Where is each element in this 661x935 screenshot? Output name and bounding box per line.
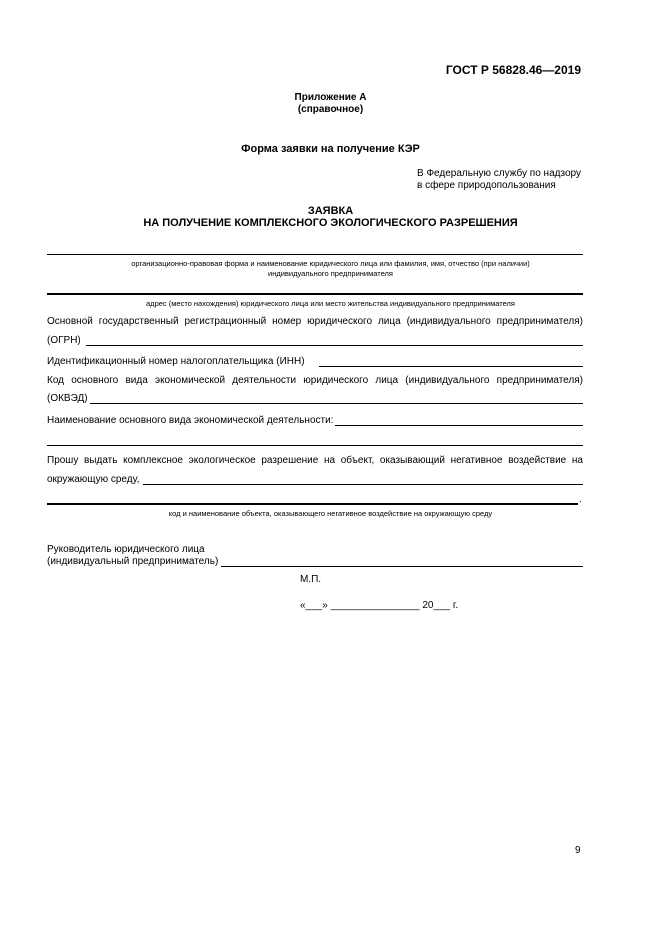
address-line[interactable]: [47, 293, 583, 295]
activity-name-field[interactable]: [335, 425, 583, 426]
okved-label-2: (ОКВЭД): [47, 393, 88, 404]
activity-name-field-2[interactable]: [47, 445, 583, 446]
address-caption: адрес (место нахождения) юридического лица или место жительства индивидуального предпринимателя: [146, 299, 515, 308]
annex-note: (справочное): [297, 104, 364, 115]
org-caption-2: индивидуального предпринимателя: [268, 269, 393, 278]
object-field-2[interactable]: [47, 503, 578, 505]
annex-title: Приложение А: [294, 92, 367, 103]
application-subtitle: НА ПОЛУЧЕНИЕ КОМПЛЕКСНОГО ЭКОЛОГИЧЕСКОГО РАЗРЕШЕНИЯ: [143, 217, 518, 229]
object-end: .: [579, 494, 582, 505]
date-field[interactable]: «___» ________________ 20___ г.: [300, 600, 459, 611]
signature-field[interactable]: [221, 566, 583, 567]
inn-field[interactable]: [319, 366, 583, 367]
form-title: Форма заявки на получение КЭР: [241, 143, 420, 155]
page-number: 9: [575, 845, 581, 856]
okved-field[interactable]: [90, 403, 583, 404]
org-name-line[interactable]: [47, 254, 583, 255]
inn-label: Идентификационный номер налогоплательщика (ИНН): [47, 356, 305, 367]
application-title: ЗАЯВКА: [307, 205, 354, 217]
object-caption: код и наименование объекта, оказывающего негативное воздействие на окружающую среду: [168, 509, 493, 518]
request-label-1: Прошу выдать комплексное экологическое разрешение на объект, оказывающий негативное воздействие на: [47, 455, 583, 466]
addressee-line-2: в сфере природопользования: [417, 180, 556, 191]
object-field[interactable]: [143, 484, 583, 485]
request-label-2: окружающую среду,: [47, 474, 140, 485]
signature-label-2: (индивидуальный предприниматель): [47, 556, 219, 567]
signature-label-1: Руководитель юридического лица: [47, 544, 205, 555]
activity-name-label: Наименование основного вида экономической деятельности:: [47, 415, 334, 426]
addressee-line-1: В Федеральную службу по надзору: [417, 168, 581, 179]
okved-label-1: Код основного вида экономической деятельности юридического лица (индивидуального предпринимателя): [47, 375, 583, 386]
ogrn-label-2: (ОГРН): [47, 335, 81, 346]
org-caption-1: организационно-правовая форма и наименование юридического лица или фамилия, имя, отчество (при наличии): [131, 259, 530, 268]
ogrn-label-1: Основной государственный регистрационный номер юридического лица (индивидуального предпринимателя): [47, 316, 583, 327]
addressee: [417, 168, 597, 192]
seal-label: М.П.: [300, 574, 322, 585]
ogrn-field[interactable]: [86, 345, 583, 346]
standard-number: ГОСТ Р 56828.46—2019: [445, 63, 581, 77]
